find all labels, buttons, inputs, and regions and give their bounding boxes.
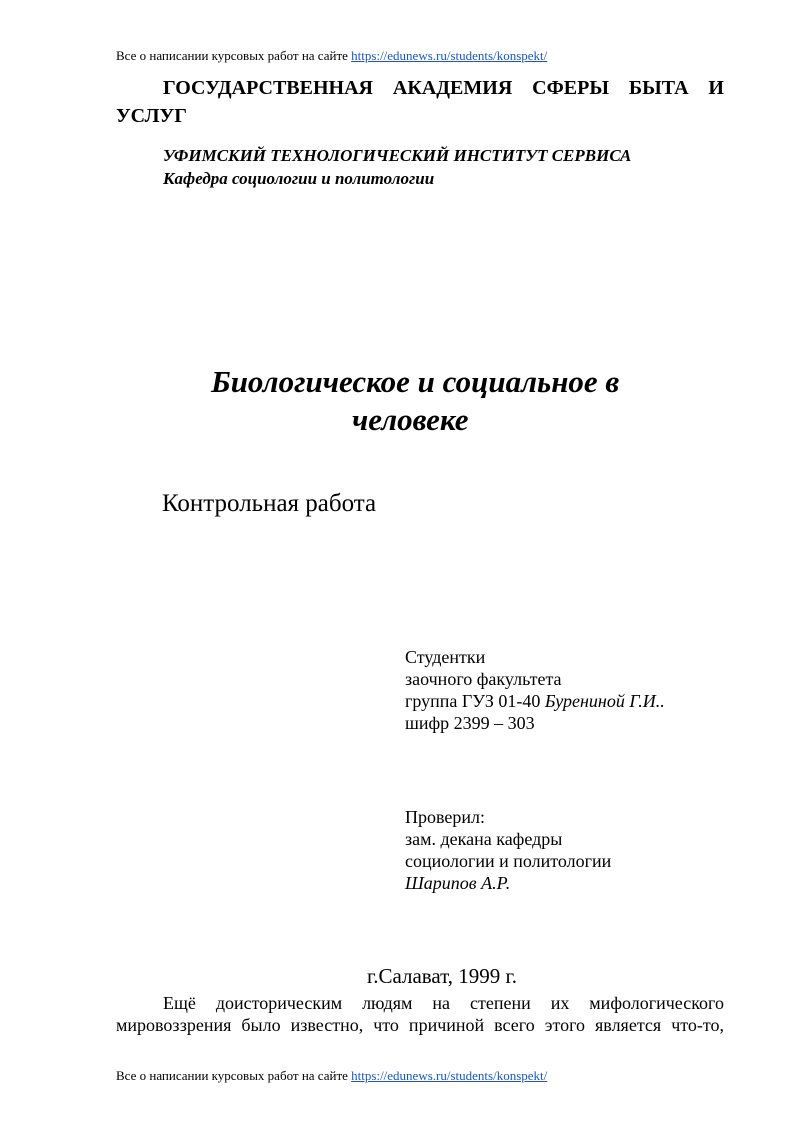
page-footer (116, 1068, 547, 1084)
student-block (405, 646, 665, 734)
institute-block (163, 144, 631, 190)
body-paragraph (116, 992, 724, 1036)
academy-name: ГОСУДАРСТВЕННАЯ АКАДЕМИЯ СФЕРЫ БЫТА И УСЛУГ (116, 77, 724, 127)
student-faculty: заочного факультета (405, 669, 562, 689)
title-line-1: Биологическое и социальное в (211, 364, 620, 399)
checker-department: социологии и политологии (405, 851, 612, 871)
student-group-line (405, 690, 665, 712)
footer-text: Все о написании курсовых работ на сайте (116, 1068, 352, 1083)
title-line-2: человеке (352, 402, 469, 437)
student-name: Бурениной Г.И.. (544, 691, 665, 711)
footer-link[interactable]: https://edunews.ru/students/konspekt/ (351, 1068, 548, 1083)
header-link[interactable]: https://edunews.ru/students/konspekt/ (351, 48, 548, 63)
institute-name: УФИМСКИЙ ТЕХНОЛОГИЧЕСКИЙ ИНСТИТУТ СЕРВИСА (163, 146, 632, 165)
student-label: Студентки (405, 647, 486, 667)
checker-name: Шарипов А.Р. (405, 873, 511, 893)
work-type: Контрольная работа (162, 490, 377, 517)
checker-label: Проверил: (405, 807, 485, 827)
header-text: Все о написании курсовых работ на сайте (116, 48, 352, 63)
paragraph-line-2: мировоззрения было известно, что причиной всего этого является что-то, (116, 1015, 724, 1035)
city-year: г.Салават, 1999 г. (366, 964, 518, 988)
checker-position: зам. декана кафедры (405, 829, 563, 849)
page-header (116, 48, 547, 64)
department-name: Кафедра социологии и политологии (163, 169, 435, 188)
student-group: группа ГУЗ 01-40 (405, 691, 545, 711)
student-code: шифр 2399 – 303 (405, 713, 535, 733)
paragraph-line-1: Ещё доисторическим людям на степени их мифологического (163, 993, 724, 1013)
checker-block (405, 806, 611, 894)
